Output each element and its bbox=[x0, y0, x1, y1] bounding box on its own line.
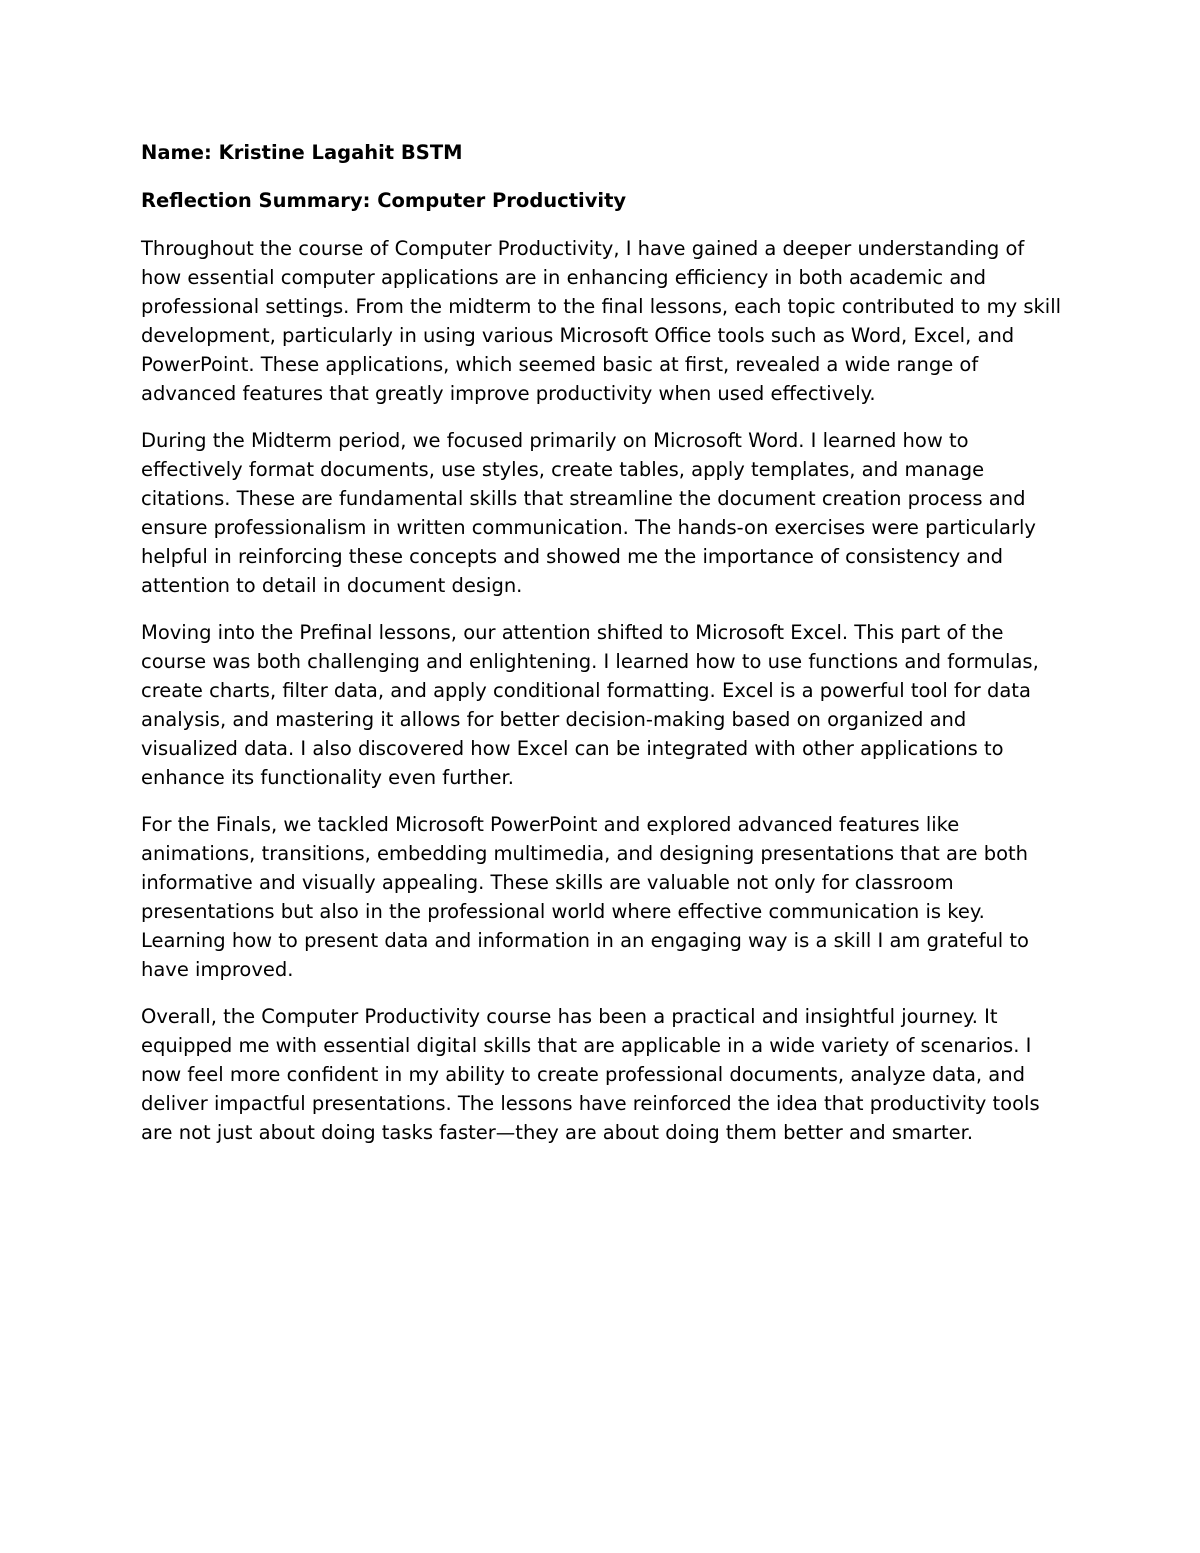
student-name-line: Name: Kristine Lagahit BSTM bbox=[141, 141, 463, 164]
paragraph-prefinal: Moving into the Prefinal lessons, our attention shifted to Microsoft Excel. This part of the course was both challenging and enlightening. I learned how to use functions and formulas, create charts, filter data, and apply conditional formatting. Excel is a powerful tool for data analysis, and mastering it allows for better decision-making based on organized and visualized data. I also discovered how Excel can be integrated with other applications to enhance its functionality even further. bbox=[141, 621, 1039, 789]
paragraph-finals: For the Finals, we tackled Microsoft PowerPoint and explored advanced features like animations, transitions, embedding multimedia, and designing presentations that are both informative and visually appealing. These skills are valuable not only for classroom presentations but also in the professional world where effective communication is key. Learning how to present data and information in an engaging way is a skill I am grateful to have improved. bbox=[141, 813, 1029, 981]
document-page bbox=[141, 138, 1066, 1165]
paragraph-introduction: Throughout the course of Computer Productivity, I have gained a deeper understanding of how essential computer applications are in enhancing efficiency in both academic and professional settings. From the midterm to the final lessons, each topic contributed to my skill development, particularly in using various Microsoft Office tools such as Word, Excel, and PowerPoint. These applications, which seemed basic at first, revealed a wide range of advanced features that greatly improve productivity when used effectively. bbox=[141, 237, 1062, 405]
paragraph-midterm: During the Midterm period, we focused primarily on Microsoft Word. I learned how to effectively format documents, use styles, create tables, apply templates, and manage citations. These are fundamental skills that streamline the document creation process and ensure professionalism in written communication. The hands-on exercises were particularly helpful in reinforcing these concepts and showed me the importance of consistency and attention to detail in document design. bbox=[141, 429, 1036, 597]
paragraph-conclusion: Overall, the Computer Productivity course has been a practical and insightful journey. It equipped me with essential digital skills that are applicable in a wide variety of scenarios. I now feel more confident in my ability to create professional documents, analyze data, and deliver impactful presentations. The lessons have reinforced the idea that productivity tools are not just about doing tasks faster—they are about doing them better and smarter. bbox=[141, 1005, 1040, 1144]
document-title: Reflection Summary: Computer Productivity bbox=[141, 189, 627, 212]
